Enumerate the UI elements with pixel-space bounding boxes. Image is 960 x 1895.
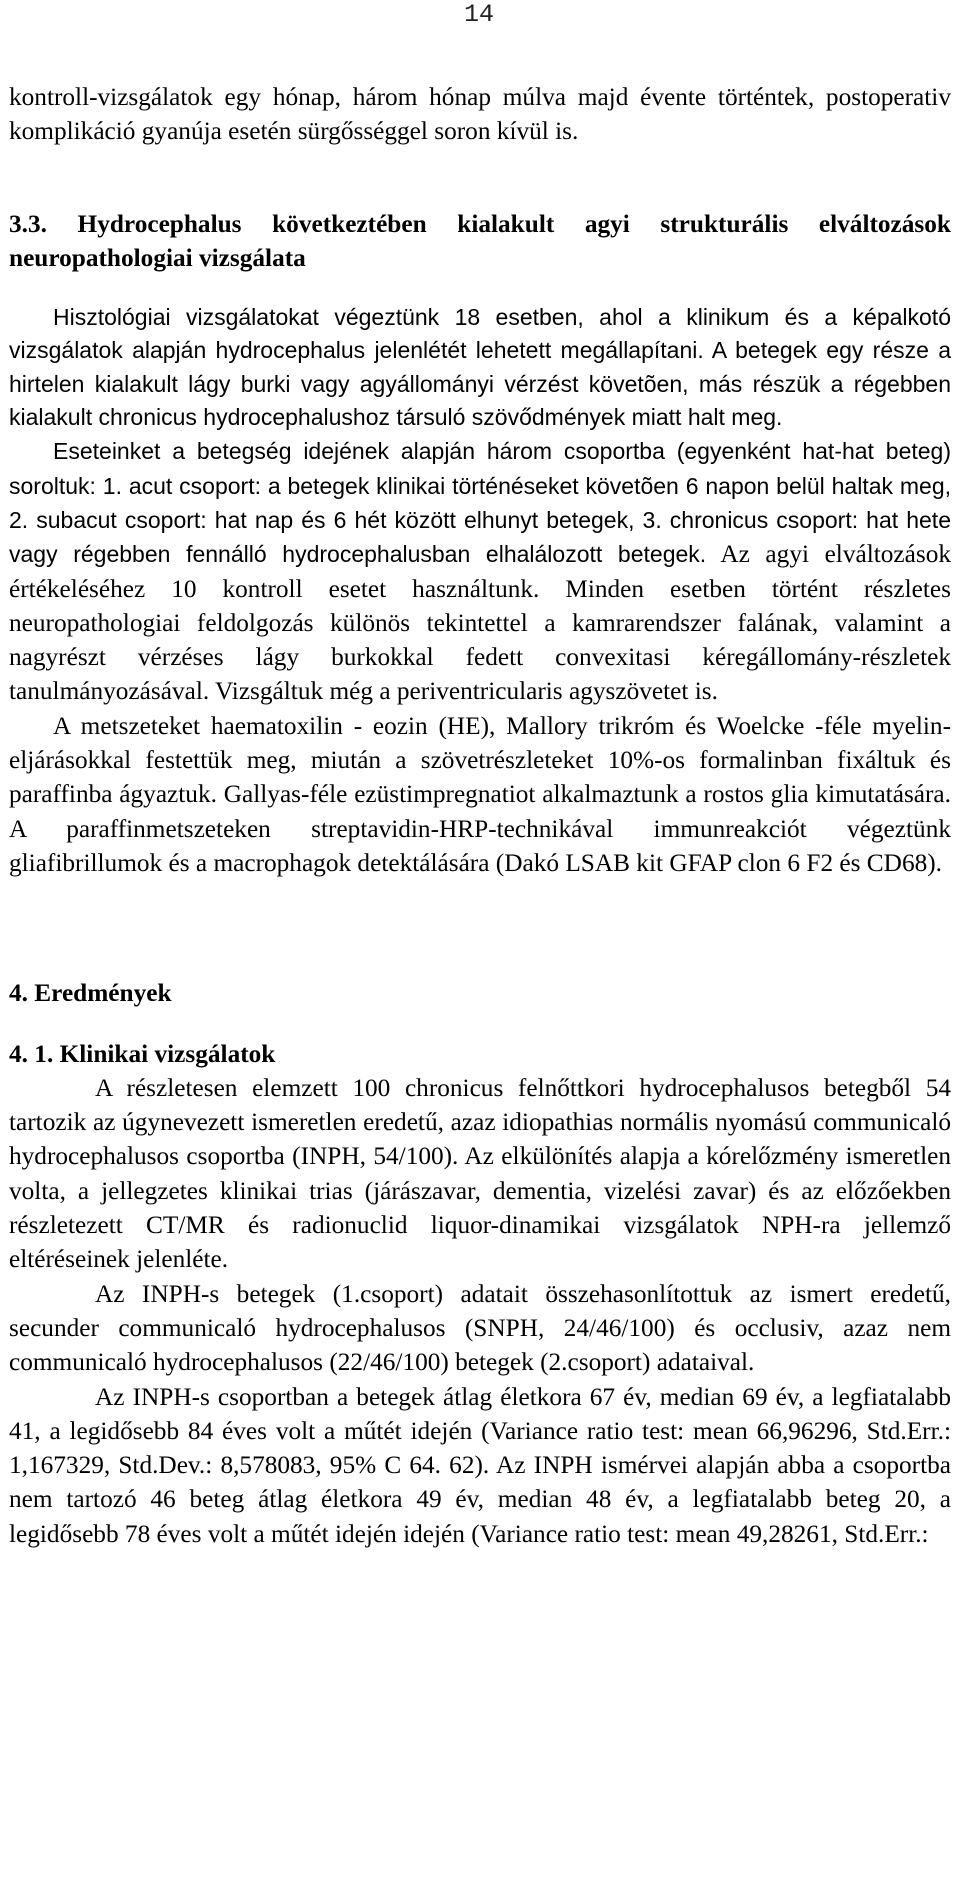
section-3-3-paragraph-3: A metszeteket haematoxilin - eozin (HE), Mallory trikróm és Woelcke -féle myelin-eljárásokkal festettük meg, miután a szövetrészleteket 10%-os formalinban fixáltuk és paraffinba ágyaztuk. Gallyas-féle ezüstimpregnatiot alkalmaztunk a rostos glia kimutatására. A paraffinmetszeteken streptavidin-HRP-technikával immunreakciót végeztünk gliafibrillumok és a macrophagok detektálására (Dakó LSAB kit GFAP clon 6 F2 és CD68). — [9, 711, 951, 877]
section-4-1-paragraph-1 — [9, 1071, 951, 1277]
section-3-3-paragraph-2-serif: Az agyi elváltozások értékeléséhez 10 kontroll esetet használtunk. Minden esetben történt részletes neuropathologiai feldolgozás különös tekintettel a kamrarendszer falának, valamint a nagyrészt vérzéses lágy burkokkal fedett convexitasi kéregállomány-részletek tanulmányozásával. Vizsgáltuk még a periventricularis agyszövetet is. — [9, 540, 952, 706]
section-4-1-paragraph-2: Az INPH-s betegek (1.csoport) adatait összehasonlítottuk az ismert eredetű, secunder communicaló hydrocephalusos (SNPH, 24/46/100) és occlusiv, azaz nem communicaló hydrocephalusos (22/46/100) betegek (2.csoport) adataival. — [9, 1279, 951, 1377]
section-3-3-paragraph-2 — [9, 434, 951, 708]
section-3-3-heading: 3.3. Hydrocephalus következtében kialakult agyi strukturális elváltozások neuropathologiai vizsgálata — [9, 209, 951, 272]
section-4-1-paragraph-3-rest: Az INPH ismérvei alapján abba a csoportba nem tartozó 46 beteg átlag életkora 49 év, median 48 év, a legfiatalabb beteg 20, a legidősebb 78 éves volt a műtét idején idején (Variance ratio test: mean 49,28261, Std.Err.: — [9, 1451, 951, 1548]
section-4-1-paragraph-3-serif: Az INPH-s csoportban a betegek átlag életkora 67 év, median 69 év, a legfiatalabb 41, a legidősebb 84 éves volt a műtét idején (Variance ratio test: mean 66,96296, Std.Err.: 1,167329, Std.Dev.: 8,578083, 95% C 64. 62). — [9, 1382, 951, 1480]
section-3-3-paragraph-1: Hisztológiai vizsgálatokat végeztünk 18 esetben, ahol a klinikum és a képalkotó vizsgálatok alapján hydrocephalus jelenlétét lehetett megállapítani. A betegek egy része a hirtelen kialakult lágy burki vagy agyállományi vérzést követõen, más részük a régebben kialakult chronicus hydrocephalushoz társuló szövődmények miatt halt meg. — [9, 304, 951, 431]
section-4-1-paragraph-1-serif: A részletesen elemzett 100 chronicus felnőttkori hydrocephalusos betegből 54 tartozik az úgynevezett ismeretlen eredetű, azaz idiopathias normális nyomású communicaló hydrocephalusos csoportba (INPH, 54/100). — [9, 1073, 951, 1171]
spacer — [9, 149, 951, 207]
spacer — [9, 1011, 951, 1037]
section-4-1-paragraph-3 — [9, 1380, 951, 1551]
section-4-heading: 4. Eredmények — [9, 979, 172, 1008]
spacer — [9, 275, 951, 301]
section-4-1-heading: 4. 1. Klinikai vizsgálatok — [9, 1039, 276, 1068]
intro-paragraph: kontroll-vizsgálatok egy hónap, három hónap múlva majd évente történtek, postoperativ komplikáció gyanúja esetén sürgősséggel soron kívül is. — [9, 83, 951, 146]
section-4-1-paragraph-1-rest: Az elkülönítés alapja a kórelőzmény ismeretlen volta, a jellegzetes klinikai trias (járászavar, dementia, vizelési zavar) és az előzőekben részletezett CT/MR és radionuclid liquor-dinamikai vizsgálatok NPH-ra jellemző eltéréseinek jelenléte. — [9, 1142, 951, 1274]
document-body — [9, 80, 951, 1551]
spacer — [9, 880, 951, 976]
page-number: 14 — [464, 0, 495, 29]
section-3-3-paragraph-2-sans: Eseteinket a betegség idejének alapján három csoportba (egyenként hat-hat beteg) soroltuk: 1. acut csoport: a betegek klinikai történéseket követõen 6 napon belül haltak meg, 2. subacut csoport: hat nap és 6 hét között elhunyt betegek, 3. chronicus csoport: hat hete vagy régebben fennálló hydrocephalusban elhalálozott betegek. — [9, 438, 951, 568]
